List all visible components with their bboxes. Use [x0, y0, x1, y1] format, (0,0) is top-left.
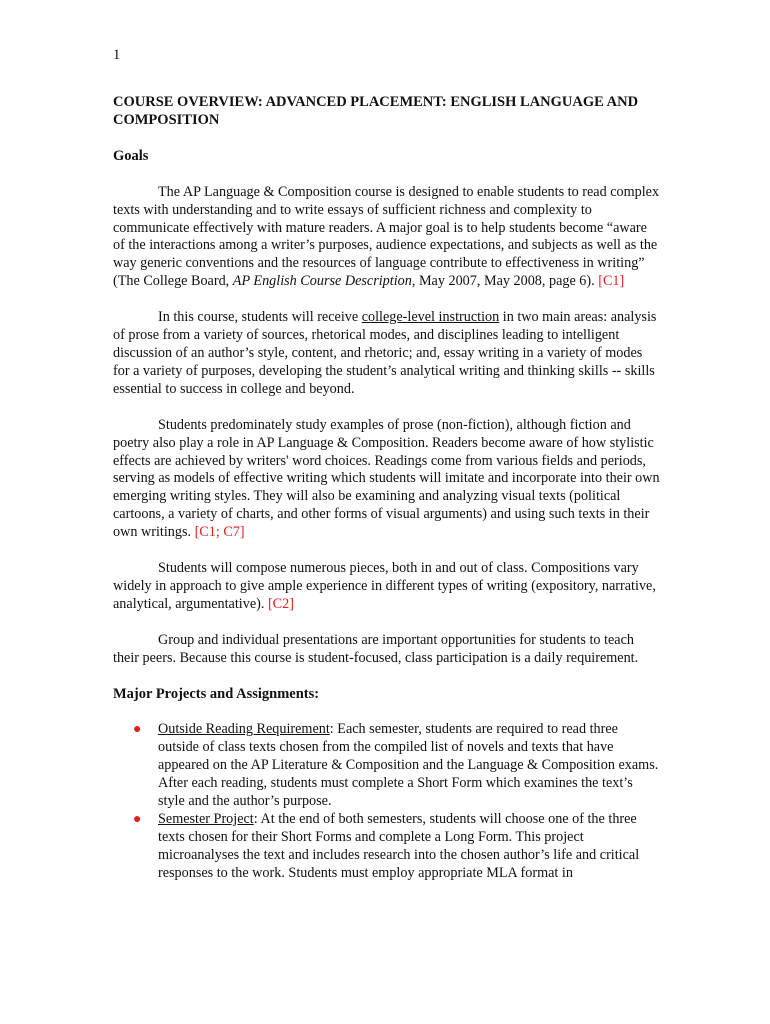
item-label: Semester Project — [158, 811, 254, 827]
goals-paragraph-3 — [113, 417, 661, 542]
italic-citation: AP English Course Description — [232, 273, 412, 290]
goals-paragraph-2 — [113, 309, 661, 399]
item-text: : Each semester, students are required to read three outside of class texts chosen from the compiled list of novels and texts that have appeared on the AP Literature & Composition and the Language & Composition exams. After each reading, students must complete a Short Form which examines the text’s style and the author’s purpose. — [158, 721, 659, 810]
bullet-icon: ● — [133, 812, 142, 827]
page-number: 1 — [113, 47, 121, 63]
item-text: : At the end of both semesters, students will choose one of the three texts chosen for their Short Forms and complete a Long Form. This project microanalyses the text and includes research into the chosen author’s life and critical responses to the work. Students must employ appropriate MLA format in — [158, 811, 640, 881]
citation-tail: , May 2007, May 2008, page 6). — [411, 273, 599, 290]
paragraph-text: The AP Language & Composition course is designed to enable students to read complex texts with understanding and to write essays of sufficient richness and complexity to communicate effectively with mature readers. A major goal is to help students become “aware of the interactions among a writer’s purposes, audience expectations, and subjects as well as the way generic conventions and the resources of language contribute to effectiveness in writing” (The College Board, — [113, 183, 660, 290]
criteria-reference: [C1; C7] — [194, 524, 245, 541]
goals-paragraph-1 — [113, 184, 661, 291]
bullet-icon: ● — [133, 722, 142, 738]
page-title: COURSE OVERVIEW: ADVANCED PLACEMENT: ENGLISH LANGUAGE AND COMPOSITION — [113, 94, 639, 128]
projects-list — [113, 721, 661, 882]
item-label: Outside Reading Requirement — [158, 721, 330, 738]
underlined-phrase: college-level instruction — [361, 309, 500, 326]
list-item — [113, 721, 661, 811]
paragraph-lead: In this course, students will receive — [158, 309, 362, 326]
goals-heading: Goals — [113, 147, 149, 164]
goals-paragraph-4 — [113, 560, 661, 614]
paragraph-text: Group and individual presentations are important opportunities for students to teach their peers. Because this course is student-focused, class participation is a daily requirement. — [113, 631, 639, 666]
paragraph-text: Students predominately study examples of prose (non-fiction), although fiction and poetry also play a role in AP Language & Composition. Readers become aware of how stylistic effects are achieved by writers' word choices. Readings come from various fields and periods, serving as models of effective writing which students will imitate and incorporate into their own emerging writing styles. They will also be examining and analyzing visual texts (political cartoons, a variety of charts, and other forms of visual arguments) and using such texts in their own writings. — [113, 416, 660, 541]
goals-paragraph-5 — [113, 632, 661, 668]
paragraph-text: Students will compose numerous pieces, both in and out of class. Compositions vary widely in approach to give ample experience in different types of writing (expository, narrative, analytical, argumentative). — [113, 560, 656, 612]
major-projects-heading: Major Projects and Assignments: — [113, 685, 320, 702]
document-body — [113, 94, 661, 883]
criteria-reference: [C1] — [598, 273, 625, 290]
list-item — [113, 811, 661, 883]
criteria-reference: [C2] — [267, 595, 294, 612]
paragraph-text: in two main areas: analysis of prose from a variety of sources, rhetorical modes, and disciplines leading to intelligent discussion of an author’s style, content, and rhetoric; and, essay writing in a variety of modes for a variety of purposes, developing the student’s analytical writing and thinking skills -- skills essential to success in college and beyond. — [113, 309, 657, 397]
